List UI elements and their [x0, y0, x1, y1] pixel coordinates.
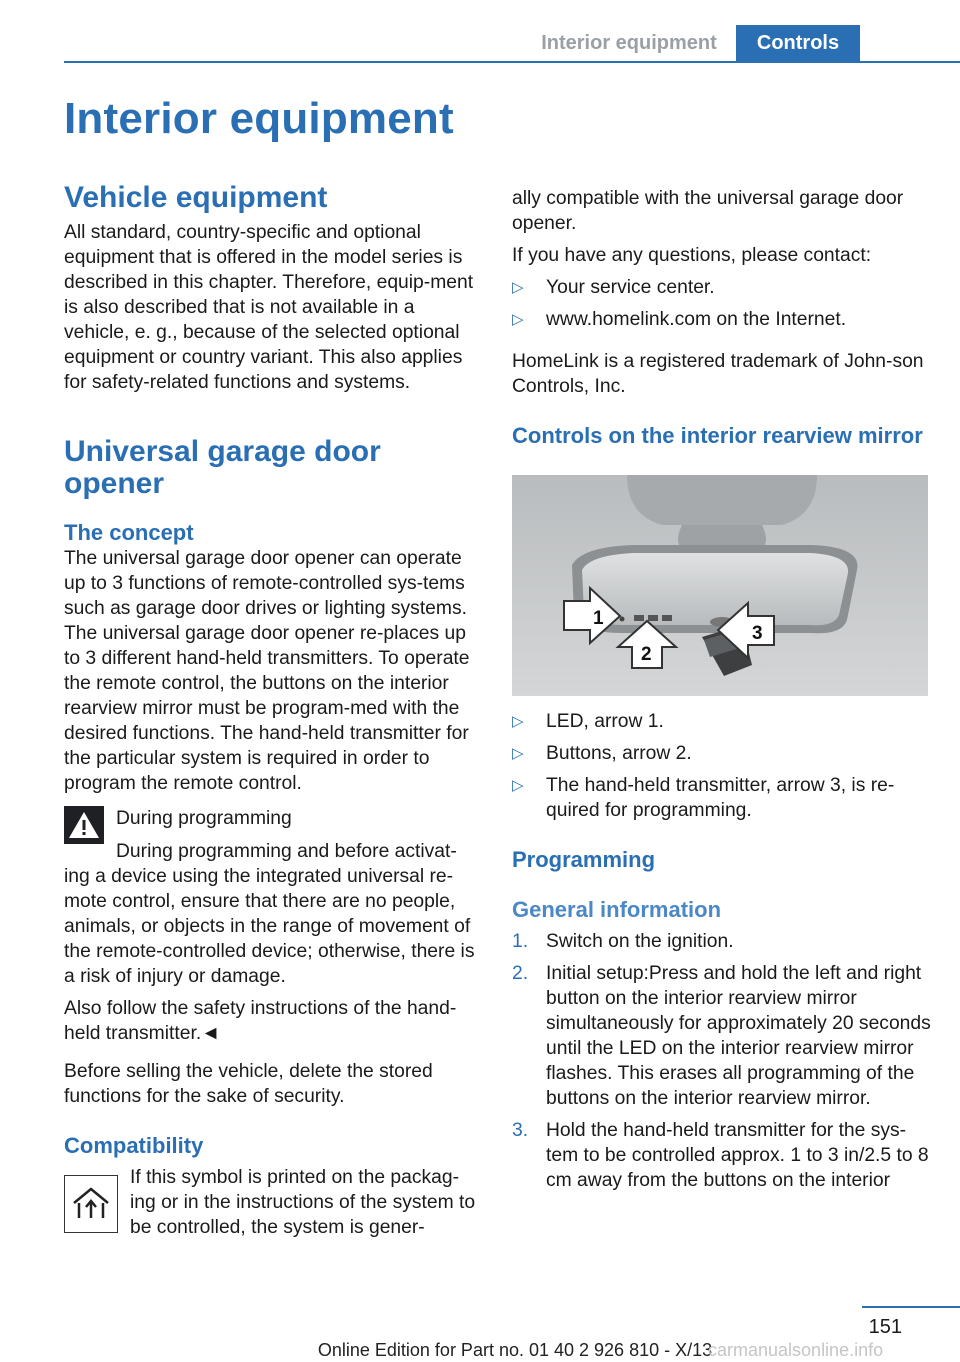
triangle-bullet-icon: ▷ — [512, 777, 524, 794]
legend-item-led: ▷ LED, arrow 1. — [512, 711, 664, 732]
legend-item-buttons: ▷ Buttons, arrow 2. — [512, 743, 692, 764]
step-item: 1. Switch on the ignition. — [512, 931, 734, 952]
triangle-bullet-icon: ▷ — [512, 279, 524, 296]
concept-heading: The concept — [64, 520, 194, 545]
trademark-text: HomeLink is a registered trademark of John-son Controls, Inc. — [512, 351, 924, 397]
header-rule — [64, 61, 960, 63]
programming-steps — [512, 929, 932, 1193]
controls-mirror-heading: Controls on the interior rearview mirror — [512, 423, 923, 448]
figure-label-1: 1 — [593, 608, 604, 629]
warning-follow-text: Also follow the safety instructions of the hand-held transmitter.◄ — [64, 998, 457, 1044]
vehicle-equipment-heading: Vehicle equipment — [64, 181, 328, 214]
rearview-mirror-figure — [512, 475, 928, 696]
figure-legend-list — [512, 709, 932, 823]
garage-door-heading: Universal garage door opener — [64, 435, 381, 500]
page-title: Interior equipment — [64, 94, 454, 143]
footer-edition: Online Edition for Part no. 01 40 2 926 810 - X/13 — [317, 1340, 713, 1360]
watermark: carmanualsonline.info — [708, 1340, 884, 1360]
figure-label-2: 2 — [641, 644, 652, 665]
compatibility-continued-text: ally compatible with the universal garage door opener. — [512, 188, 904, 234]
warning-block — [64, 806, 482, 989]
compatibility-block — [64, 1165, 482, 1240]
general-information-heading: General information — [512, 897, 722, 922]
warning-title: During programming — [116, 808, 292, 829]
page-number: 151 — [868, 1316, 902, 1338]
left-column — [64, 182, 482, 1240]
selling-text: Before selling the vehicle, delete the stored functions for the sake of security. — [64, 1061, 433, 1107]
warning-text: During programming and before activat-ing a device using the integrated universal re-mote control, ensure that there are no people, animals, or objects in the range of movement of the remote-controlled device; otherwise, there is a risk of injury or damage. — [64, 841, 475, 987]
contact-item-website: ▷ www.homelink.com on the Internet. — [512, 309, 847, 330]
step-item: 2. Initial setup:Press and hold the left and right button on the interior rearview mirror simultaneously for approximately 20 seconds until the LED on the interior rearview mirror flashes. This erases all programming of the buttons on the interior rearview mirror. — [512, 963, 931, 1109]
warning-triangle-icon — [64, 806, 104, 844]
legend-item-transmitter: ▷ The hand-held transmitter, arrow 3, is re-quired for programming. — [512, 775, 895, 821]
questions-text: If you have any questions, please contact: — [512, 245, 872, 266]
contact-list — [512, 275, 932, 332]
right-column — [512, 186, 932, 1193]
figure-label-3: 3 — [752, 623, 763, 644]
step-item: 3. Hold the hand-held transmitter for the sys-tem to be controlled approx. 1 to 3 in/2.5 to 8 cm away from the buttons on the interior — [512, 1120, 929, 1191]
programming-heading: Programming — [512, 847, 656, 872]
contact-item-service: ▷ Your service center. — [512, 277, 715, 298]
triangle-bullet-icon: ▷ — [512, 311, 524, 328]
header-chapter-tab[interactable]: Controls — [736, 25, 860, 62]
triangle-bullet-icon: ▷ — [512, 713, 524, 730]
vehicle-equipment-text: All standard, country-specific and optional equipment that is offered in the model series is described in this chapter. Therefore, equip-ment is also described that is not available in a vehicle, e. g., because of the selected optional equipment or country variant. This also applies for safety-related functions and systems. — [64, 222, 474, 393]
header-section-label: Interior equipment — [541, 31, 717, 54]
triangle-bullet-icon: ▷ — [512, 745, 524, 762]
compatibility-heading: Compatibility — [64, 1133, 204, 1158]
footer-rule — [862, 1306, 960, 1308]
homelink-house-icon — [64, 1175, 118, 1233]
compatibility-text: If this symbol is printed on the packag-ing or in the instructions of the system to be controlled, the system is gener- — [130, 1167, 476, 1238]
concept-text: The universal garage door opener can operate up to 3 functions of remote-controlled sys-tems such as garage door drives or lighting systems. The universal garage door opener re-places up to 3 different hand-held transmitters. To operate the remote control, the buttons on the interior rearview mirror must be program-med with the desired functions. The hand-held transmitter for the particular system is required in order to program the remote control. — [64, 548, 470, 794]
